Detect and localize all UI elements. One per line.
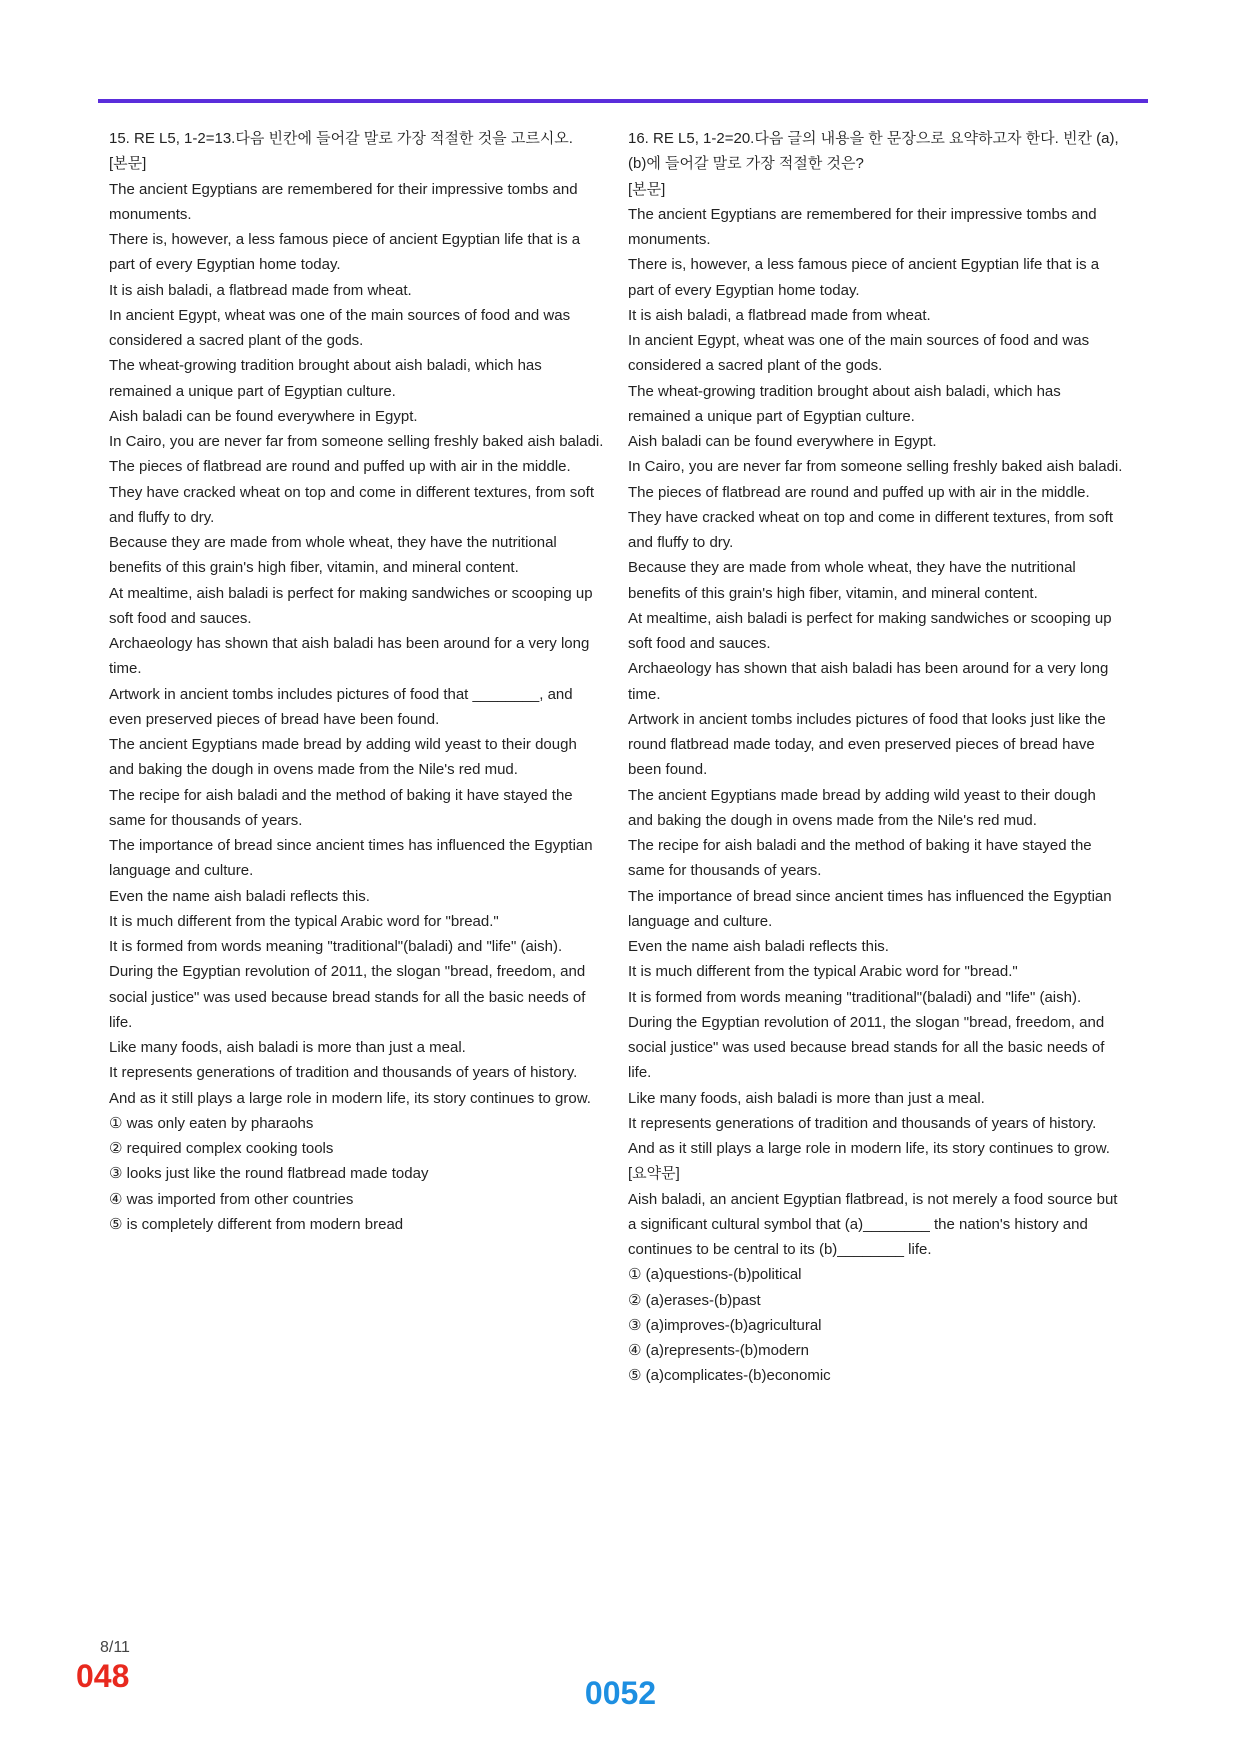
passage-sentence (628, 985, 1133, 1010)
passage-line: In Cairo, you are never far from someone selling freshly baked aish baladi. (109, 433, 604, 450)
passage-sentence (628, 934, 1133, 959)
passage-sentence (109, 530, 614, 581)
passage-sentence (109, 1035, 614, 1060)
passage-sentence (109, 909, 614, 934)
passage-line: monuments. (109, 205, 192, 223)
passage (109, 177, 614, 1111)
question-16 (628, 126, 1133, 1389)
answer-choice: ③ looks just like the round flatbread made today (109, 1165, 429, 1183)
passage-line: Even the name aish baladi reflects this. (109, 887, 370, 905)
passage-sentence (628, 1111, 1133, 1136)
passage-line: part of every Egyptian home today. (628, 281, 860, 299)
passage-line: life. (628, 1064, 652, 1082)
passage-sentence (109, 934, 614, 959)
passage-line: They have cracked wheat on top and come in different textures, from soft (109, 483, 594, 501)
answer-choice: ④ (a)represents-(b)modern (628, 1342, 810, 1359)
passage-line: The importance of bread since ancient times has influenced the Egyptian (109, 837, 593, 854)
passage-line: been found. (628, 761, 708, 779)
passage-sentence (109, 884, 614, 909)
passage-line: It is aish baladi, a flatbread made from wheat. (628, 306, 931, 324)
passage-line: life. (109, 1013, 133, 1031)
sheet-code: 0052 (584, 1675, 657, 1711)
passage-sentence (109, 631, 614, 682)
summary-line: Aish baladi, an ancient Egyptian flatbread, is not merely a food source but (628, 1190, 1118, 1208)
passage-line: and baking the dough in ovens made from the Nile's red mud. (109, 761, 518, 779)
passage-sentence (628, 202, 1133, 253)
passage-line: Archaeology has shown that aish baladi has been around for a very long (109, 635, 590, 652)
answer-choice: ⑤ is completely different from modern bread (109, 1215, 404, 1233)
passage-sentence (628, 1136, 1133, 1161)
passage-sentence (109, 227, 614, 278)
passage-line: The ancient Egyptians are remembered for their impressive tombs and (628, 205, 1097, 223)
passage-line: The pieces of flatbread are round and puffed up with air in the middle. (109, 458, 571, 476)
passage-line: Like many foods, aish baladi is more than just a meal. (628, 1089, 985, 1107)
passage-line: Aish baladi can be found everywhere in Egypt. (109, 407, 418, 425)
passage-sentence (628, 884, 1133, 935)
answer-choice: ③ (a)improves-(b)agricultural (628, 1316, 822, 1334)
passage-line: The recipe for aish baladi and the method of baking it have stayed the (109, 786, 573, 804)
passage-line: It is formed from words meaning "traditional"(baladi) and "life" (aish). (628, 988, 1082, 1006)
passage-line: Artwork in ancient tombs includes pictures of food that looks just like the (628, 710, 1106, 728)
passage-sentence (628, 454, 1133, 479)
passage-line: At mealtime, aish baladi is perfect for making sandwiches or scooping up (109, 584, 593, 602)
passage-line: soft food and sauces. (628, 635, 771, 652)
passage-line: There is, however, a less famous piece of ancient Egyptian life that is a (109, 231, 581, 248)
summary-line: continues to be central to its (b)________ life. (628, 1241, 932, 1258)
passage-line: social justice" was used because bread stands for all the basic needs of (109, 988, 586, 1006)
page-indicator: 8/11 (100, 1639, 130, 1656)
passage-line: During the Egyptian revolution of 2011, the slogan "bread, freedom, and (109, 963, 586, 981)
passage-line: language and culture. (109, 862, 254, 880)
passage-line: In Cairo, you are never far from someone selling freshly baked aish baladi. (628, 458, 1123, 476)
passage-line: and fluffy to dry. (109, 508, 215, 526)
passage-line: Archaeology has shown that aish baladi has been around for a very long (628, 660, 1109, 678)
passage-line: In ancient Egypt, wheat was one of the main sources of food and was (109, 306, 571, 324)
question-prompt-line: (b)에 들어갈 말로 가장 적절한 것은? (628, 155, 864, 173)
passage-sentence (628, 555, 1133, 606)
passage-label: [본문] (109, 155, 147, 173)
passage-line: even preserved pieces of bread have been found. (109, 710, 440, 728)
passage-sentence (628, 1010, 1133, 1086)
answer-choice: ① (a)questions-(b)political (628, 1266, 802, 1284)
passage-line: same for thousands of years. (109, 811, 303, 829)
passage-line: and baking the dough in ovens made from the Nile's red mud. (628, 811, 1037, 829)
passage-line: Like many foods, aish baladi is more than just a meal. (109, 1039, 466, 1056)
passage-line: monuments. (628, 231, 711, 248)
passage-line: In ancient Egypt, wheat was one of the main sources of food and was (628, 332, 1090, 349)
passage-line: It is much different from the typical Arabic word for "bread." (109, 912, 499, 930)
question-prompt (628, 126, 1133, 177)
passage-sentence (628, 783, 1133, 834)
page-code: 048 (76, 1658, 130, 1694)
passage-sentence (628, 505, 1133, 556)
passage-line: Because they are made from whole wheat, they have the nutritional (628, 559, 1076, 577)
passage-line: There is, however, a less famous piece of ancient Egyptian life that is a (628, 256, 1100, 274)
passage-line: social justice" was used because bread stands for all the basic needs of (628, 1039, 1105, 1056)
passage-sentence (628, 379, 1133, 430)
passage-line: same for thousands of years. (628, 862, 822, 880)
passage-line: remained a unique part of Egyptian culture. (109, 382, 396, 400)
passage-sentence (628, 707, 1133, 783)
passage-sentence (109, 353, 614, 404)
passage-label: [본문] (628, 180, 666, 198)
passage-line: During the Egyptian revolution of 2011, the slogan "bread, freedom, and (628, 1013, 1105, 1031)
answer-choice: ① was only eaten by pharaohs (109, 1114, 314, 1132)
passage-sentence (628, 429, 1133, 454)
passage-sentence (109, 278, 614, 303)
passage-sentence (109, 429, 614, 454)
passage-sentence (109, 732, 614, 783)
passage-line: The ancient Egyptians made bread by adding wild yeast to their dough (109, 736, 577, 753)
passage-line: time. (109, 660, 142, 678)
passage-line: part of every Egyptian home today. (109, 256, 341, 274)
answer-choice: ⑤ (a)complicates-(b)economic (628, 1367, 831, 1385)
passage-line: benefits of this grain's high fiber, vitamin, and mineral content. (628, 584, 1038, 602)
passage (628, 202, 1133, 1162)
passage-line: And as it still plays a large role in modern life, its story continues to grow. (628, 1140, 1110, 1157)
passage-line: The importance of bread since ancient times has influenced the Egyptian (628, 887, 1112, 905)
passage-sentence (109, 303, 614, 354)
passage-line: Even the name aish baladi reflects this. (628, 938, 889, 955)
passage-sentence (109, 581, 614, 632)
summary (628, 1187, 1133, 1263)
passage-line: time. (628, 685, 661, 703)
passage-sentence (109, 480, 614, 531)
passage-line: The pieces of flatbread are round and puffed up with air in the middle. (628, 483, 1090, 501)
passage-line: Artwork in ancient tombs includes pictures of food that ________, and (109, 685, 573, 703)
passage-line: They have cracked wheat on top and come in different textures, from soft (628, 508, 1113, 526)
passage-line: round flatbread made today, and even preserved pieces of bread have (628, 736, 1095, 753)
passage-sentence (109, 404, 614, 429)
answer-choice: ② (a)erases-(b)past (628, 1291, 761, 1309)
passage-sentence (628, 303, 1133, 328)
passage-line: considered a sacred plant of the gods. (109, 332, 364, 349)
passage-sentence (628, 833, 1133, 884)
passage-line: The wheat-growing tradition brought about aish baladi, which has (109, 357, 542, 375)
passage-line: At mealtime, aish baladi is perfect for making sandwiches or scooping up (628, 609, 1112, 627)
passage-sentence (109, 833, 614, 884)
passage-sentence (628, 480, 1133, 505)
passage-line: It is formed from words meaning "traditional"(baladi) and "life" (aish). (109, 938, 563, 955)
passage-sentence (109, 1060, 614, 1085)
header-rule (98, 99, 1148, 103)
passage-sentence (109, 682, 614, 733)
passage-sentence (109, 177, 614, 228)
passage-line: The ancient Egyptians made bread by adding wild yeast to their dough (628, 786, 1096, 804)
passage-line: It is aish baladi, a flatbread made from wheat. (109, 281, 412, 299)
passage-line: The wheat-growing tradition brought about aish baladi, which has (628, 382, 1061, 400)
passage-line: And as it still plays a large role in modern life, its story continues to grow. (109, 1089, 591, 1107)
passage-line: Because they are made from whole wheat, they have the nutritional (109, 534, 557, 551)
passage-sentence (109, 1086, 614, 1111)
passage-sentence (628, 606, 1133, 657)
passage-sentence (628, 252, 1133, 303)
passage-line: Aish baladi can be found everywhere in Egypt. (628, 433, 937, 450)
passage-sentence (628, 656, 1133, 707)
question-15 (109, 126, 614, 1237)
passage-sentence (628, 328, 1133, 379)
passage-sentence (628, 959, 1133, 984)
answer-choices (628, 1262, 1133, 1388)
passage-line: It represents generations of tradition and thousands of years of history. (109, 1064, 578, 1082)
answer-choices (109, 1111, 614, 1237)
passage-line: considered a sacred plant of the gods. (628, 357, 883, 375)
passage-line: soft food and sauces. (109, 609, 252, 627)
passage-sentence (109, 783, 614, 834)
answer-choice: ② required complex cooking tools (109, 1140, 334, 1157)
passage-line: language and culture. (628, 912, 773, 930)
passage-sentence (109, 959, 614, 1035)
summary-line: a significant cultural symbol that (a)________ the nation's history and (628, 1215, 1088, 1233)
answer-choice: ④ was imported from other countries (109, 1190, 354, 1208)
passage-line: benefits of this grain's high fiber, vitamin, and mineral content. (109, 559, 519, 577)
question-prompt-line: 16. RE L5, 1-2=20.다음 글의 내용을 한 문장으로 요약하고자 한다. 빈칸 (a), (628, 130, 1119, 147)
passage-line: and fluffy to dry. (628, 534, 734, 551)
passage-sentence (628, 1086, 1133, 1111)
passage-line: It represents generations of tradition and thousands of years of history. (628, 1114, 1097, 1132)
passage-line: remained a unique part of Egyptian culture. (628, 407, 915, 425)
question-prompt: 15. RE L5, 1-2=13.다음 빈칸에 들어갈 말로 가장 적절한 것을 고르시오. (109, 130, 573, 147)
summary-label: [요약문] (628, 1165, 680, 1183)
passage-line: The recipe for aish baladi and the method of baking it have stayed the (628, 837, 1092, 854)
passage-line: The ancient Egyptians are remembered for their impressive tombs and (109, 180, 578, 198)
passage-sentence (109, 454, 614, 479)
passage-line: It is much different from the typical Arabic word for "bread." (628, 963, 1018, 981)
